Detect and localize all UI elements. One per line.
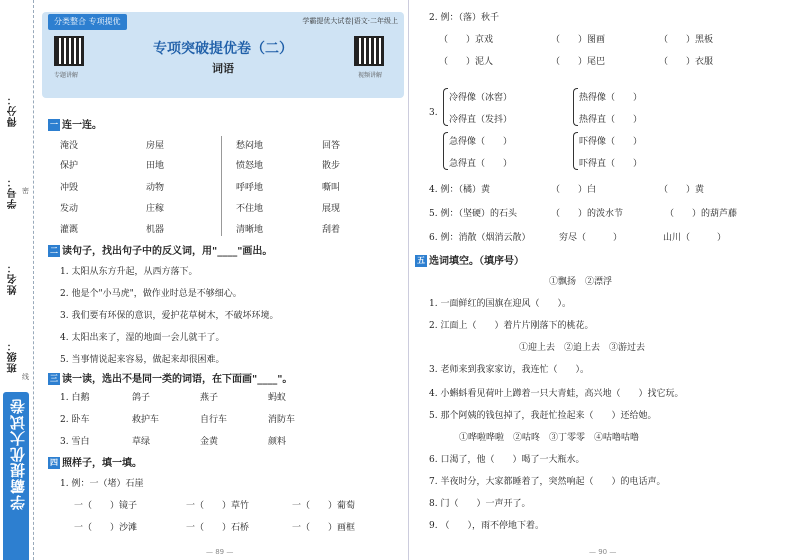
fill-blank[interactable]: （ ）黑板 [659,35,714,45]
match-word: 保护 [60,161,79,171]
match-word: 房屋 [146,141,165,151]
example-item: 2. 例：（落）秋千 [429,13,499,23]
qr-left-label: 专题讲解 [54,72,79,79]
match-word: 冲毁 [60,183,79,193]
qr-right-label: 视频讲解 [357,72,382,79]
fill-blank[interactable]: 一（ ）葡萄 [292,501,356,511]
fill-blank[interactable]: 一（ ）画框 [292,523,356,533]
fill-blank[interactable]: （ ）图画 [551,35,606,45]
book-title: 学霸提优大试卷|语文·二年级上 [302,17,398,25]
section-3-heading [48,370,292,385]
fill-blank[interactable]: （ ）白 [551,185,597,195]
match-word: 回答 [322,141,341,151]
word-option: 自行车 [200,415,228,425]
word-option: 2. 卧车 [60,415,90,425]
word-option: 1. 白鹅 [60,393,90,403]
word-option: 颜料 [268,437,287,447]
brace-icon [573,88,578,126]
sentence-item: 3. 我们要有环保的意识，爱护花草树木，不破坏环境。 [60,311,279,321]
word-options: ①飘扬 ②漂浮 [549,277,613,287]
word-option: 3. 雪白 [60,437,90,447]
score-field-label: 得分： [8,94,19,127]
fill-blank[interactable]: （ ）京戏 [439,35,494,45]
section-number: 二 [50,246,58,255]
fold-mark-line: 线 [22,373,29,381]
word-option: 草绿 [132,437,151,447]
match-word: 发动 [60,204,79,214]
fill-blank[interactable]: 穷尽（ ） [559,233,623,243]
match-word: 散步 [322,161,341,171]
name-field-label: 姓名： [8,262,19,295]
page-number: — 90 — [589,548,617,556]
section-title: 读句子，找出句子中的反义词，用"____"画出。 [62,246,273,257]
left-page [36,0,408,560]
fill-blank[interactable]: （ ）衣服 [659,57,714,67]
category-tag: 分类整合 专项提优 [48,14,127,30]
section-title: 读一读，选出不是同一类的词语，在下面画"____"。 [62,374,293,385]
section-number: 四 [50,458,58,467]
section-4-heading [48,454,142,469]
fill-blank[interactable]: （ ）的葫芦藤 [665,209,738,219]
fill-blank[interactable]: 热得像（ ） [579,93,643,103]
match-word: 愁闷地 [236,141,264,151]
example-item: 1. 例：一（堵）石崖 [60,479,144,489]
fill-blank[interactable]: 热得直（ ） [579,115,643,125]
brace-icon [443,88,448,126]
fill-blank[interactable]: 吓得直（ ） [579,159,643,169]
question-item: 8. 门（ ）一声开了。 [429,499,531,509]
sentence-item: 2. 他是个"小马虎"，做作业时总是不够细心。 [60,289,242,299]
section-title: 连一连。 [62,120,102,131]
question-item: 3. 老师来到我家家访，我连忙（ ）。 [429,365,589,375]
question-item: 2. 江面上（ ）着片片刚落下的桃花。 [429,321,594,331]
word-option: 燕子 [200,393,219,403]
page-number: — 89 — [206,548,234,556]
word-option: 鸽子 [132,393,151,403]
match-word: 清晰地 [236,225,264,235]
word-option: 金黄 [200,437,219,447]
brace-icon [573,132,578,170]
example-item: 5. 例：（坚硬）的石头 [429,209,517,219]
section-title: 照样子，填一填。 [62,458,142,469]
match-word: 愤怒地 [236,161,264,171]
question-item: 4. 小蝌蚪看见荷叶上蹲着一只大青蛙，高兴地（ ）找它玩。 [429,389,684,399]
sentence-item: 5. 当事情说起来容易，做起来却很困难。 [60,355,225,365]
match-word: 灌溉 [60,225,79,235]
section-1-heading [48,116,102,131]
match-word: 展现 [322,204,341,214]
match-word: 淹没 [60,141,79,151]
section-number: 一 [50,120,58,129]
fill-blank: 冷得像（冰窖） [449,93,513,103]
brand-text: 学霸提优大试卷 [9,398,27,510]
item-number: 3. [429,108,438,118]
question-item: 9. （ ），雨不停地下着。 [429,521,544,531]
word-option: 消防车 [268,415,296,425]
fill-blank[interactable]: 一（ ）草竹 [186,501,250,511]
binding-strip [0,0,34,560]
column-divider [221,136,222,236]
fill-blank[interactable]: 急得直（ ） [449,159,513,169]
fill-blank[interactable]: （ ）的泼水节 [551,209,624,219]
section-title: 选词填空。（填序号） [429,256,524,267]
match-word: 庄稼 [146,204,165,214]
fill-blank[interactable]: 吓得像（ ） [579,137,643,147]
sentence-item: 4. 太阳出来了，湿的地面一会儿就干了。 [60,333,225,343]
word-options: ①迎上去 ②追上去 ③游过去 [519,343,646,353]
fill-blank[interactable]: （ ）黄 [659,185,705,195]
fill-blank[interactable]: 一（ ）镜子 [74,501,138,511]
header-banner [42,12,404,98]
question-item: 5. 那个阿姨的钱包掉了，我赶忙捡起来（ ）还给她。 [429,411,657,421]
word-options: ①哗啦哗啦 ②咕咚 ③丁零零 ④咕噜咕噜 [459,433,640,443]
fill-blank[interactable]: 急得像（ ） [449,137,513,147]
fill-blank: 冷得直（发抖） [449,115,513,125]
word-option: 蚂蚁 [268,393,287,403]
section-number: 三 [50,374,58,383]
page-title: 专项突破提优卷（二） [153,41,293,57]
match-word: 呼呼地 [236,183,264,193]
match-word: 机器 [146,225,165,235]
fill-blank[interactable]: （ ）尾巴 [551,57,606,67]
section-2-heading [48,242,272,257]
student-id-field-label: 学号： [8,176,19,209]
fold-mark-seal: 密 [22,187,29,195]
match-word: 动物 [146,183,165,193]
word-option: 救护车 [132,415,160,425]
brand-logo [3,392,29,560]
match-word: 刮着 [322,225,341,235]
section-5-heading [415,252,524,267]
class-field-label: 班级： [8,340,19,373]
question-item: 1. 一面鲜红的国旗在迎风（ ）。 [429,299,571,309]
example-item: 4. 例：（橘）黄 [429,185,490,195]
sentence-item: 1. 太阳从东方升起，从西方落下。 [60,267,198,277]
right-page [408,0,800,560]
match-word: 嘶叫 [322,183,341,193]
question-item: 7. 半夜时分，大家都睡着了，突然响起（ ）的电话声。 [429,477,666,487]
fill-blank[interactable]: 山川（ ） [663,233,727,243]
example-item: 6. 例：消散（烟消云散） [429,233,531,243]
section-number: 五 [417,256,425,265]
match-word: 田地 [146,161,165,171]
question-item: 6. 口渴了，他（ ）喝了一大瓶水。 [429,455,585,465]
fill-blank[interactable]: 一（ ）沙滩 [74,523,138,533]
match-word: 不住地 [236,204,264,214]
page-subtitle: 词语 [212,62,234,75]
brace-icon [443,132,448,170]
fill-blank[interactable]: （ ）泥人 [439,57,494,67]
fill-blank[interactable]: 一（ ）石桥 [186,523,250,533]
